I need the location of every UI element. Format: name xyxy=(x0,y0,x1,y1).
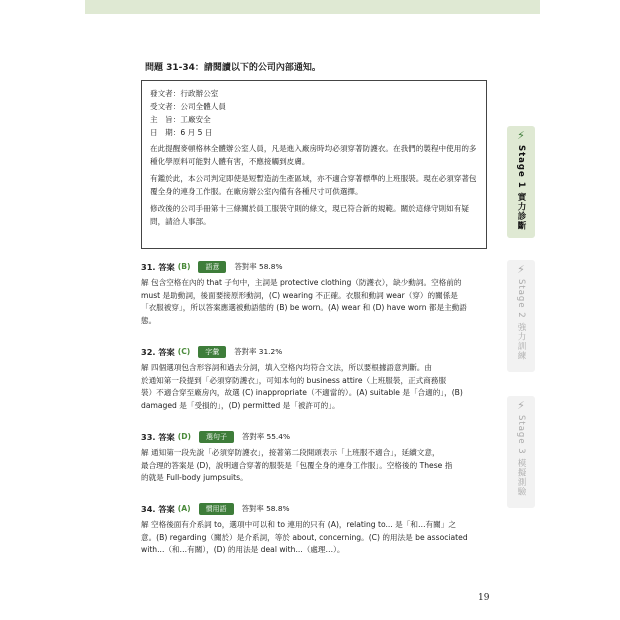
answer-choice: (C) xyxy=(177,346,191,356)
stage-3-tab[interactable] xyxy=(507,396,535,508)
explanation xyxy=(141,362,491,412)
category-tag: 語意 xyxy=(198,261,226,273)
explanation-line: must 是助動詞，後面要接原形動詞，(C) wearing 不正確。衣服和動詞 wear（穿）的關係是 xyxy=(141,290,458,300)
explanation-line: 的就是 Full-body jumpsuits。 xyxy=(141,473,248,483)
notice-meta xyxy=(150,87,478,139)
correct-rate: 答對率 55.4% xyxy=(241,431,290,441)
answer-choice: (B) xyxy=(177,261,191,271)
notice-to: 受文者：公司全體人員 xyxy=(150,102,226,111)
stage-2-tab[interactable] xyxy=(507,260,535,372)
notice-date: 日 期：6 月 5 日 xyxy=(150,128,213,137)
notice-paragraph: 有鑑於此，本公司判定即使是短暫造訪生產區域，亦不適合穿著標準的上班服裝。現在必須穿著包覆全身的連身工作服。在廠房辦公室內備有各種尺寸可供選擇。 xyxy=(150,174,477,196)
notice-from: 發文者：行政辦公室 xyxy=(150,89,219,98)
answer-block-33 xyxy=(141,430,491,485)
page-number: 19 xyxy=(478,593,490,603)
explanation-line: 意。(B) regarding（關於）是介系詞，等於 about, concerning。(C) 的用法是 be associated xyxy=(141,532,468,542)
explanation xyxy=(141,277,491,327)
question-header: 問題 31-34：請閱讀以下的公司內部通知。 xyxy=(145,63,321,73)
explanation-line: 態。 xyxy=(141,315,157,325)
answer-number: 34. 答案 xyxy=(141,503,175,514)
answer-header xyxy=(141,260,491,274)
stage-1-tab[interactable] xyxy=(507,126,535,238)
answer-number: 31. 答案 xyxy=(141,261,175,272)
answer-header xyxy=(141,430,491,444)
correct-rate: 答對率 31.2% xyxy=(234,346,283,356)
stage-2-label: Stage 2 強力訓練 xyxy=(516,279,526,361)
category-tag: 慣用語 xyxy=(199,503,234,515)
explanation-line: 解 包含空格在內的 that 子句中，主詞是 protective clothing（防護衣），缺少動詞。空格前的 xyxy=(141,278,462,287)
answer-block-32 xyxy=(141,345,491,412)
explanation-line: with...（和…有關），(D) 的用法是 deal with...（處理…）。 xyxy=(141,545,345,555)
top-color-bar xyxy=(85,0,540,14)
category-tag: 字彙 xyxy=(198,346,226,358)
answer-number: 33. 答案 xyxy=(141,431,175,442)
stage-3-label: Stage 3 模擬測驗 xyxy=(516,415,526,497)
correct-rate: 答對率 58.8% xyxy=(234,261,283,271)
answer-choice: (A) xyxy=(177,503,191,513)
answer-number: 32. 答案 xyxy=(141,346,175,357)
explanation-line: 解 空格後面有介系詞 to，選項中可以和 to 連用的只有 (A)，relating to... 是「和…有關」之 xyxy=(141,520,456,529)
explanation-line: 「衣服被穿」，所以答案應選被動語態的 (B) be worn。(A) wear 和 (D) have worn 都是主動語 xyxy=(141,303,467,313)
notice-subject: 主 旨：工廠安全 xyxy=(150,115,211,124)
answer-block-34 xyxy=(141,502,491,557)
explanation xyxy=(141,447,491,485)
lightning-icon: ⚡ xyxy=(517,399,525,412)
correct-rate: 答對率 58.8% xyxy=(241,503,290,513)
explanation-line: 解 通知第一段先說「必須穿防護衣」，接著第二段開頭表示「上班服不適合」，延續文意， xyxy=(141,448,440,457)
answer-header xyxy=(141,345,491,359)
answer-choice: (D) xyxy=(177,431,191,441)
stage-1-label: Stage 1 實力診斷 xyxy=(516,145,526,231)
explanation xyxy=(141,519,491,557)
lightning-icon: ⚡ xyxy=(517,129,525,142)
explanation-line: 最合理的答案是 (D)，說明適合穿著的服裝是「包覆全身的連身工作服」。空格後的 These 指 xyxy=(141,460,453,470)
explanation-line: 於通知第一段提到「必須穿防護衣」，可知本句的 business attire（上班服裝，正式商務服 xyxy=(141,375,447,385)
notice-paragraph: 修改後的公司手冊第十三條關於員工服裝守則的條文，現已符合新的規範。關於這條守則如有疑問，請洽人事部。 xyxy=(150,204,469,226)
explanation-line: damaged 是「受損的」，(D) permitted 是「被許可的」。 xyxy=(141,400,340,410)
answer-block-31 xyxy=(141,260,491,327)
answer-header xyxy=(141,502,491,516)
notice-paragraph: 在此提醒麥頓格林全體辦公室人員，凡是進入廠房時均必須穿著防護衣。在我們的製程中使用的多種化學原料可能對人體有害，不應接觸到皮膚。 xyxy=(150,144,477,166)
category-tag: 選句子 xyxy=(199,431,234,443)
explanation-line: 解 四個選項包含形容詞和過去分詞，填入空格內均符合文法，所以要根據語意判斷。由 xyxy=(141,363,432,372)
notice-box xyxy=(141,80,487,249)
lightning-icon: ⚡ xyxy=(517,263,525,276)
explanation-line: 裝）不適合穿至廠房內，故選 (C) inappropriate（不適當的）。(A) suitable 是「合適的」，(B) xyxy=(141,388,463,398)
